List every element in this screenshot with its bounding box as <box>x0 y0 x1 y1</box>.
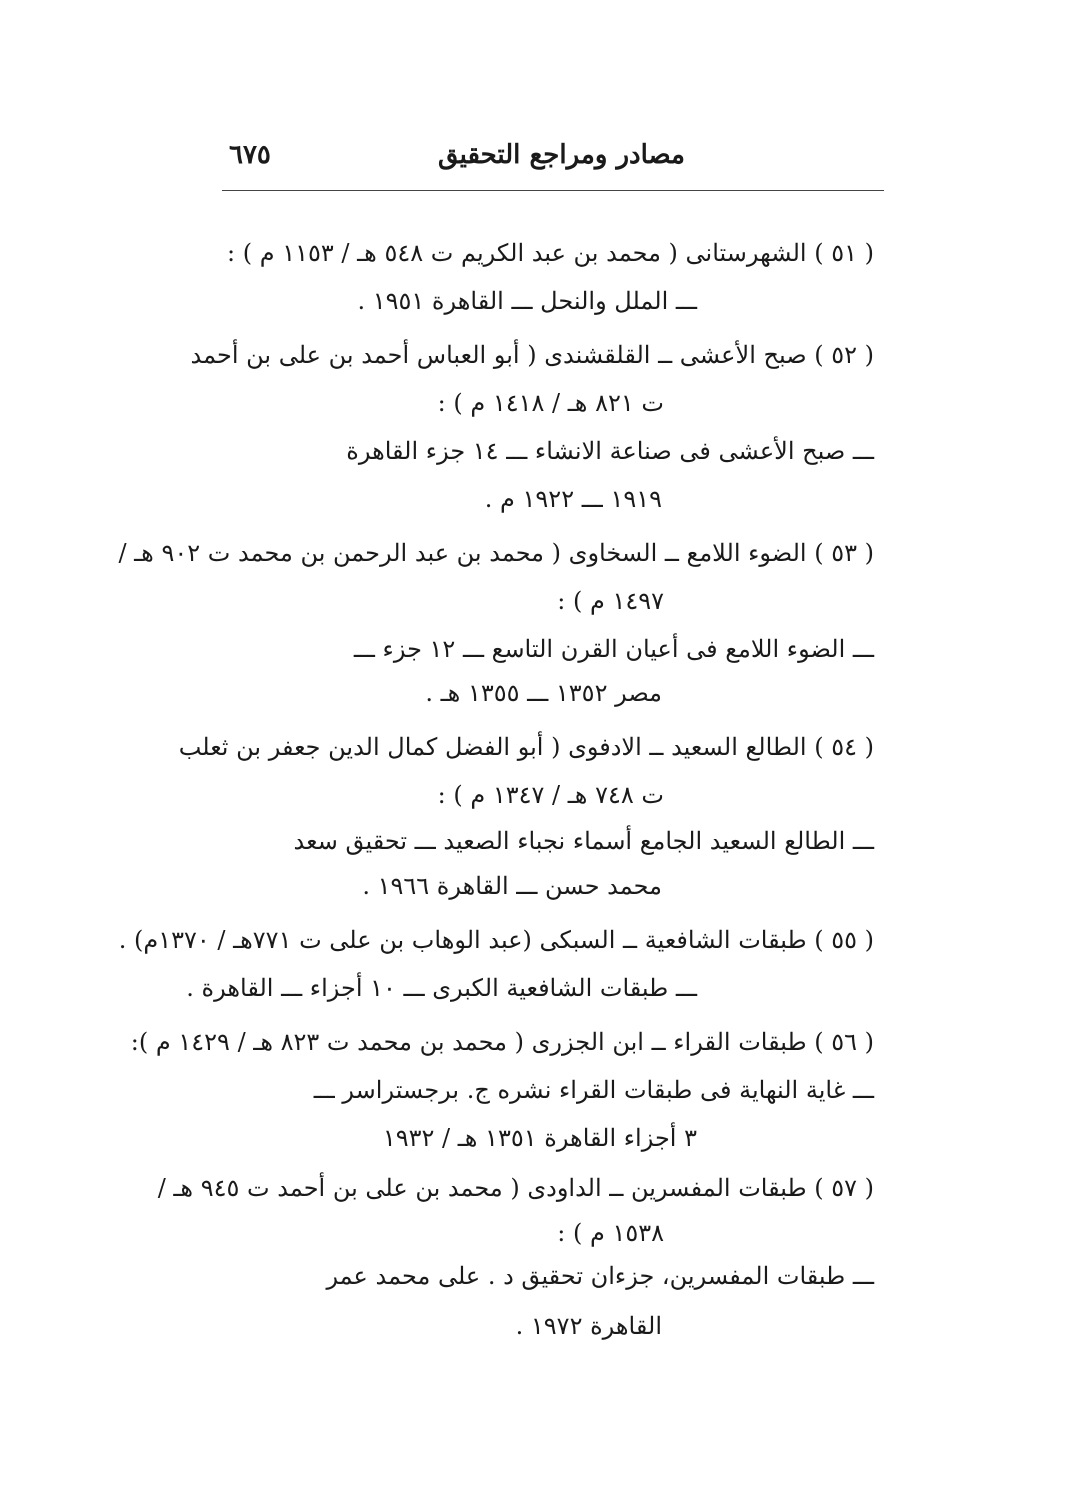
entry-53-reference-cont: مصر ١٣٥٢ ـــ ١٣٥٥ هـ . <box>425 679 662 707</box>
header-rule <box>222 190 884 191</box>
entry-55-heading: ( ٥٥ ) طبقات الشافعية ــ السبكى (عبد الوهاب بن على ت ٧٧١هـ / ١٣٧٠م) . <box>118 926 874 954</box>
entry-57-heading: ( ٥٧ ) طبقات المفسرين ــ الداودى ( محمد بن على بن أحمد ت ٩٤٥ هـ / <box>157 1174 874 1202</box>
entry-51-heading: ( ٥١ ) الشهرستانى ( محمد بن عبد الكريم ت ٥٤٨ هـ / ١١٥٣ م ) : <box>227 239 874 267</box>
entry-52-reference-cont: ١٩١٩ ـــ ١٩٢٢ م . <box>484 485 662 513</box>
entry-54-reference-cont: محمد حسن ـــ القاهرة ١٩٦٦ . <box>362 872 662 900</box>
entry-53-heading-cont: ١٤٩٧ م ) : <box>557 587 664 615</box>
entry-54-heading-cont: ت ٧٤٨ هـ / ١٣٤٧ م ) : <box>437 781 664 809</box>
entry-55-reference: ـــ طبقات الشافعية الكبرى ـــ ١٠ أجزاء ـــ القاهرة . <box>186 974 697 1002</box>
entry-53-reference: ـــ الضوء اللامع فى أعيان القرن التاسع ـــ ١٢ جزء ـــ <box>353 635 874 663</box>
entry-52-reference: ـــ صبح الأعشى فى صناعة الانشاء ـــ ١٤ جزء القاهرة <box>346 437 874 465</box>
entry-54-heading: ( ٥٤ ) الطالع السعيد ــ الادفوى ( أبو الفضل كمال الدين جعفر بن ثعلب <box>178 733 874 761</box>
entry-56-reference: ـــ غاية النهاية فى طبقات القراء نشره ج. برجستراسر ـــ <box>313 1076 874 1104</box>
entry-53-heading: ( ٥٣ ) الضوء اللامع ــ السخاوى ( محمد بن عبد الرحمن بن محمد ت ٩٠٢ هـ / <box>118 539 874 567</box>
entry-57-heading-cont: ١٥٣٨ م ) : <box>557 1219 664 1247</box>
entry-54-reference: ـــ الطالع السعيد الجامع أسماء نجباء الصعيد ـــ تحقيق سعد <box>293 827 874 855</box>
entry-57-reference-cont: القاهرة ١٩٧٢ . <box>515 1312 662 1340</box>
entry-51-reference: ـــ الملل والنحل ـــ القاهرة ١٩٥١ . <box>357 287 697 315</box>
running-head-title: مصادر ومراجع التحقيق <box>437 140 685 170</box>
entry-56-reference-cont: ٣ أجزاء القاهرة ١٣٥١ هـ / ١٩٣٢ <box>382 1124 697 1152</box>
page-number: ٦٧٥ <box>229 140 271 170</box>
entry-57-reference: ـــ طبقات المفسرين، جزءان تحقيق د . على محمد عمر <box>326 1262 874 1290</box>
running-head <box>225 140 885 184</box>
entry-56-heading: ( ٥٦ ) طبقات القراء ــ ابن الجزرى ( محمد بن محمد ت ٨٢٣ هـ / ١٤٢٩ م ): <box>130 1028 874 1056</box>
entry-52-heading: ( ٥٢ ) صبح الأعشى ــ القلقشندى ( أبو العباس أحمد بن على بن أحمد <box>190 341 874 369</box>
entry-52-heading-cont: ت ٨٢١ هـ / ١٤١٨ م ) : <box>437 389 664 417</box>
